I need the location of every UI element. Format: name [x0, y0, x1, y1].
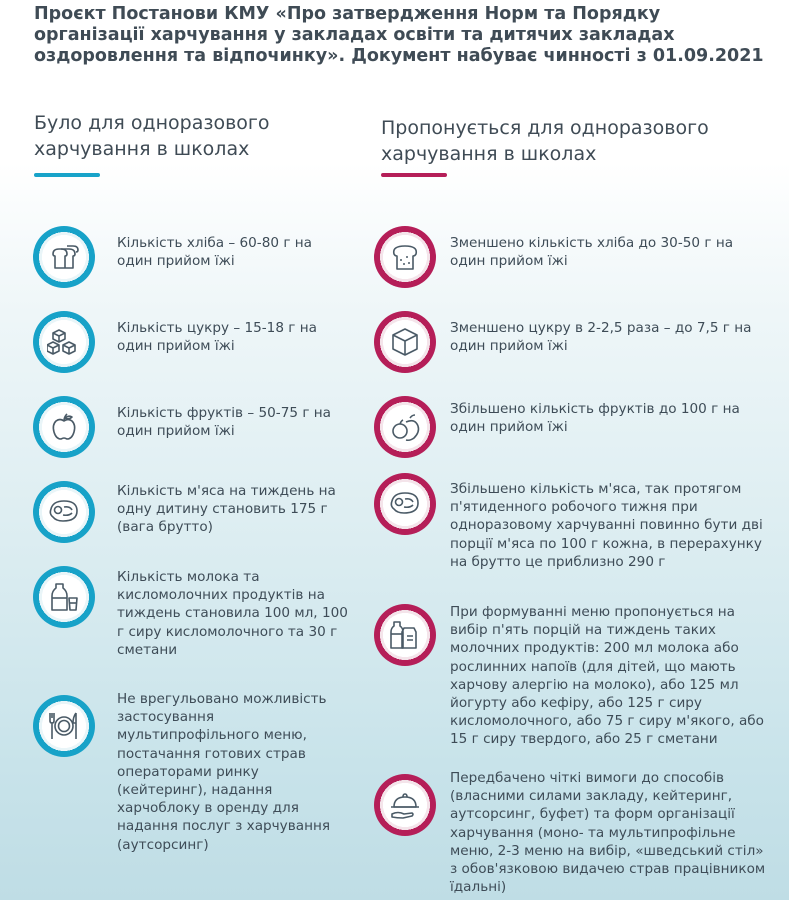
before-bread-text: Кількість хліба – 60-80 г на один прийом їжі — [117, 235, 313, 270]
apple-icon — [33, 396, 95, 458]
fruits-icon — [374, 396, 436, 458]
after-accent-bar — [381, 173, 447, 177]
before-accent-bar — [34, 173, 100, 177]
after-fruit-text: Збільшено кількість фруктів до 100 г на один прийом їжі — [450, 401, 740, 436]
after-catering-text: Передбачено чіткі вимоги до способів (власними силами закладу, кейтеринг, аутсорсинг, буфет) та форм організації харчування (моно- та мультипрофільне меню, 2-3 меню на вибір, «шведський стіл» з обов'язковою видачею страв працівником їдальні) — [450, 770, 766, 896]
before-meat-text: Кількість м'яса на тиждень на одну дитину становить 175 г (вага брутто) — [117, 483, 336, 536]
dairy-icon — [374, 604, 436, 666]
after-bread-text: Зменшено кількість хліба до 30-50 г на один прийом їжі — [450, 235, 734, 270]
cloche-icon — [374, 774, 436, 836]
before-milk-text: Кількість молока та кисломолочних продуктів на тиждень становила 100 мл, 100 г сиру кисломолочного та 30 г сметани — [117, 569, 348, 658]
after-meat-text: Збільшено кількість м'яса, так протягом п'ятиденного робочого тижня при одноразовому харчуванні повинно бути дві порції м'яса по 100 г кожна, в перерахунку на брутто це приблизно 290 г — [450, 481, 763, 570]
page-title: Проєкт Постанови КМУ «Про затвердження Норм та Порядку організації харчування у закладах освіти та дитячих закладах оздоровлення та відпочинку». Документ набуває чинності з 01.09.2021 — [34, 4, 764, 66]
after-column-heading: Пропонується для одноразового харчування в школах — [381, 117, 709, 165]
meat-icon — [33, 481, 95, 543]
sugar-cube-icon — [374, 311, 436, 373]
cutlery-plate-icon — [33, 695, 95, 757]
after-dairy-text: При формуванні меню пропонується на вибір п'ять порцій на тиждень таких молочних продуктів: 200 мл молока або рослинних напоїв (для дітей, що мають харчову алергію на молоко), або 125 мл йогурту або кефіру, або 125 г сиру кисломолочного, або 75 г сиру м'якого, або 15 г сиру твердого, або 25 г сметани — [450, 604, 765, 748]
before-sugar-text: Кількість цукру – 15-18 г на один прийом їжі — [117, 320, 317, 355]
before-fruit-text: Кількість фруктів – 50-75 г на один прийом їжі — [117, 405, 331, 440]
after-sugar-text: Зменшено цукру в 2-2,5 раза – до 7,5 г на один прийом їжі — [450, 320, 752, 355]
bread-slice-icon — [374, 226, 436, 288]
before-catering-text: Не врегульовано можливість застосування мультипрофільного меню, постачання готових страв операторами ринку (кейтеринг), надання харчоблоку в оренду для надання послуг з харчування (аутсорсинг) — [117, 691, 331, 853]
sugar-cubes-icon — [33, 311, 95, 373]
milk-icon — [33, 566, 95, 628]
bread-icon — [33, 226, 95, 288]
meat-icon — [374, 473, 436, 535]
before-column-heading: Було для одноразового харчування в школах — [34, 112, 270, 160]
